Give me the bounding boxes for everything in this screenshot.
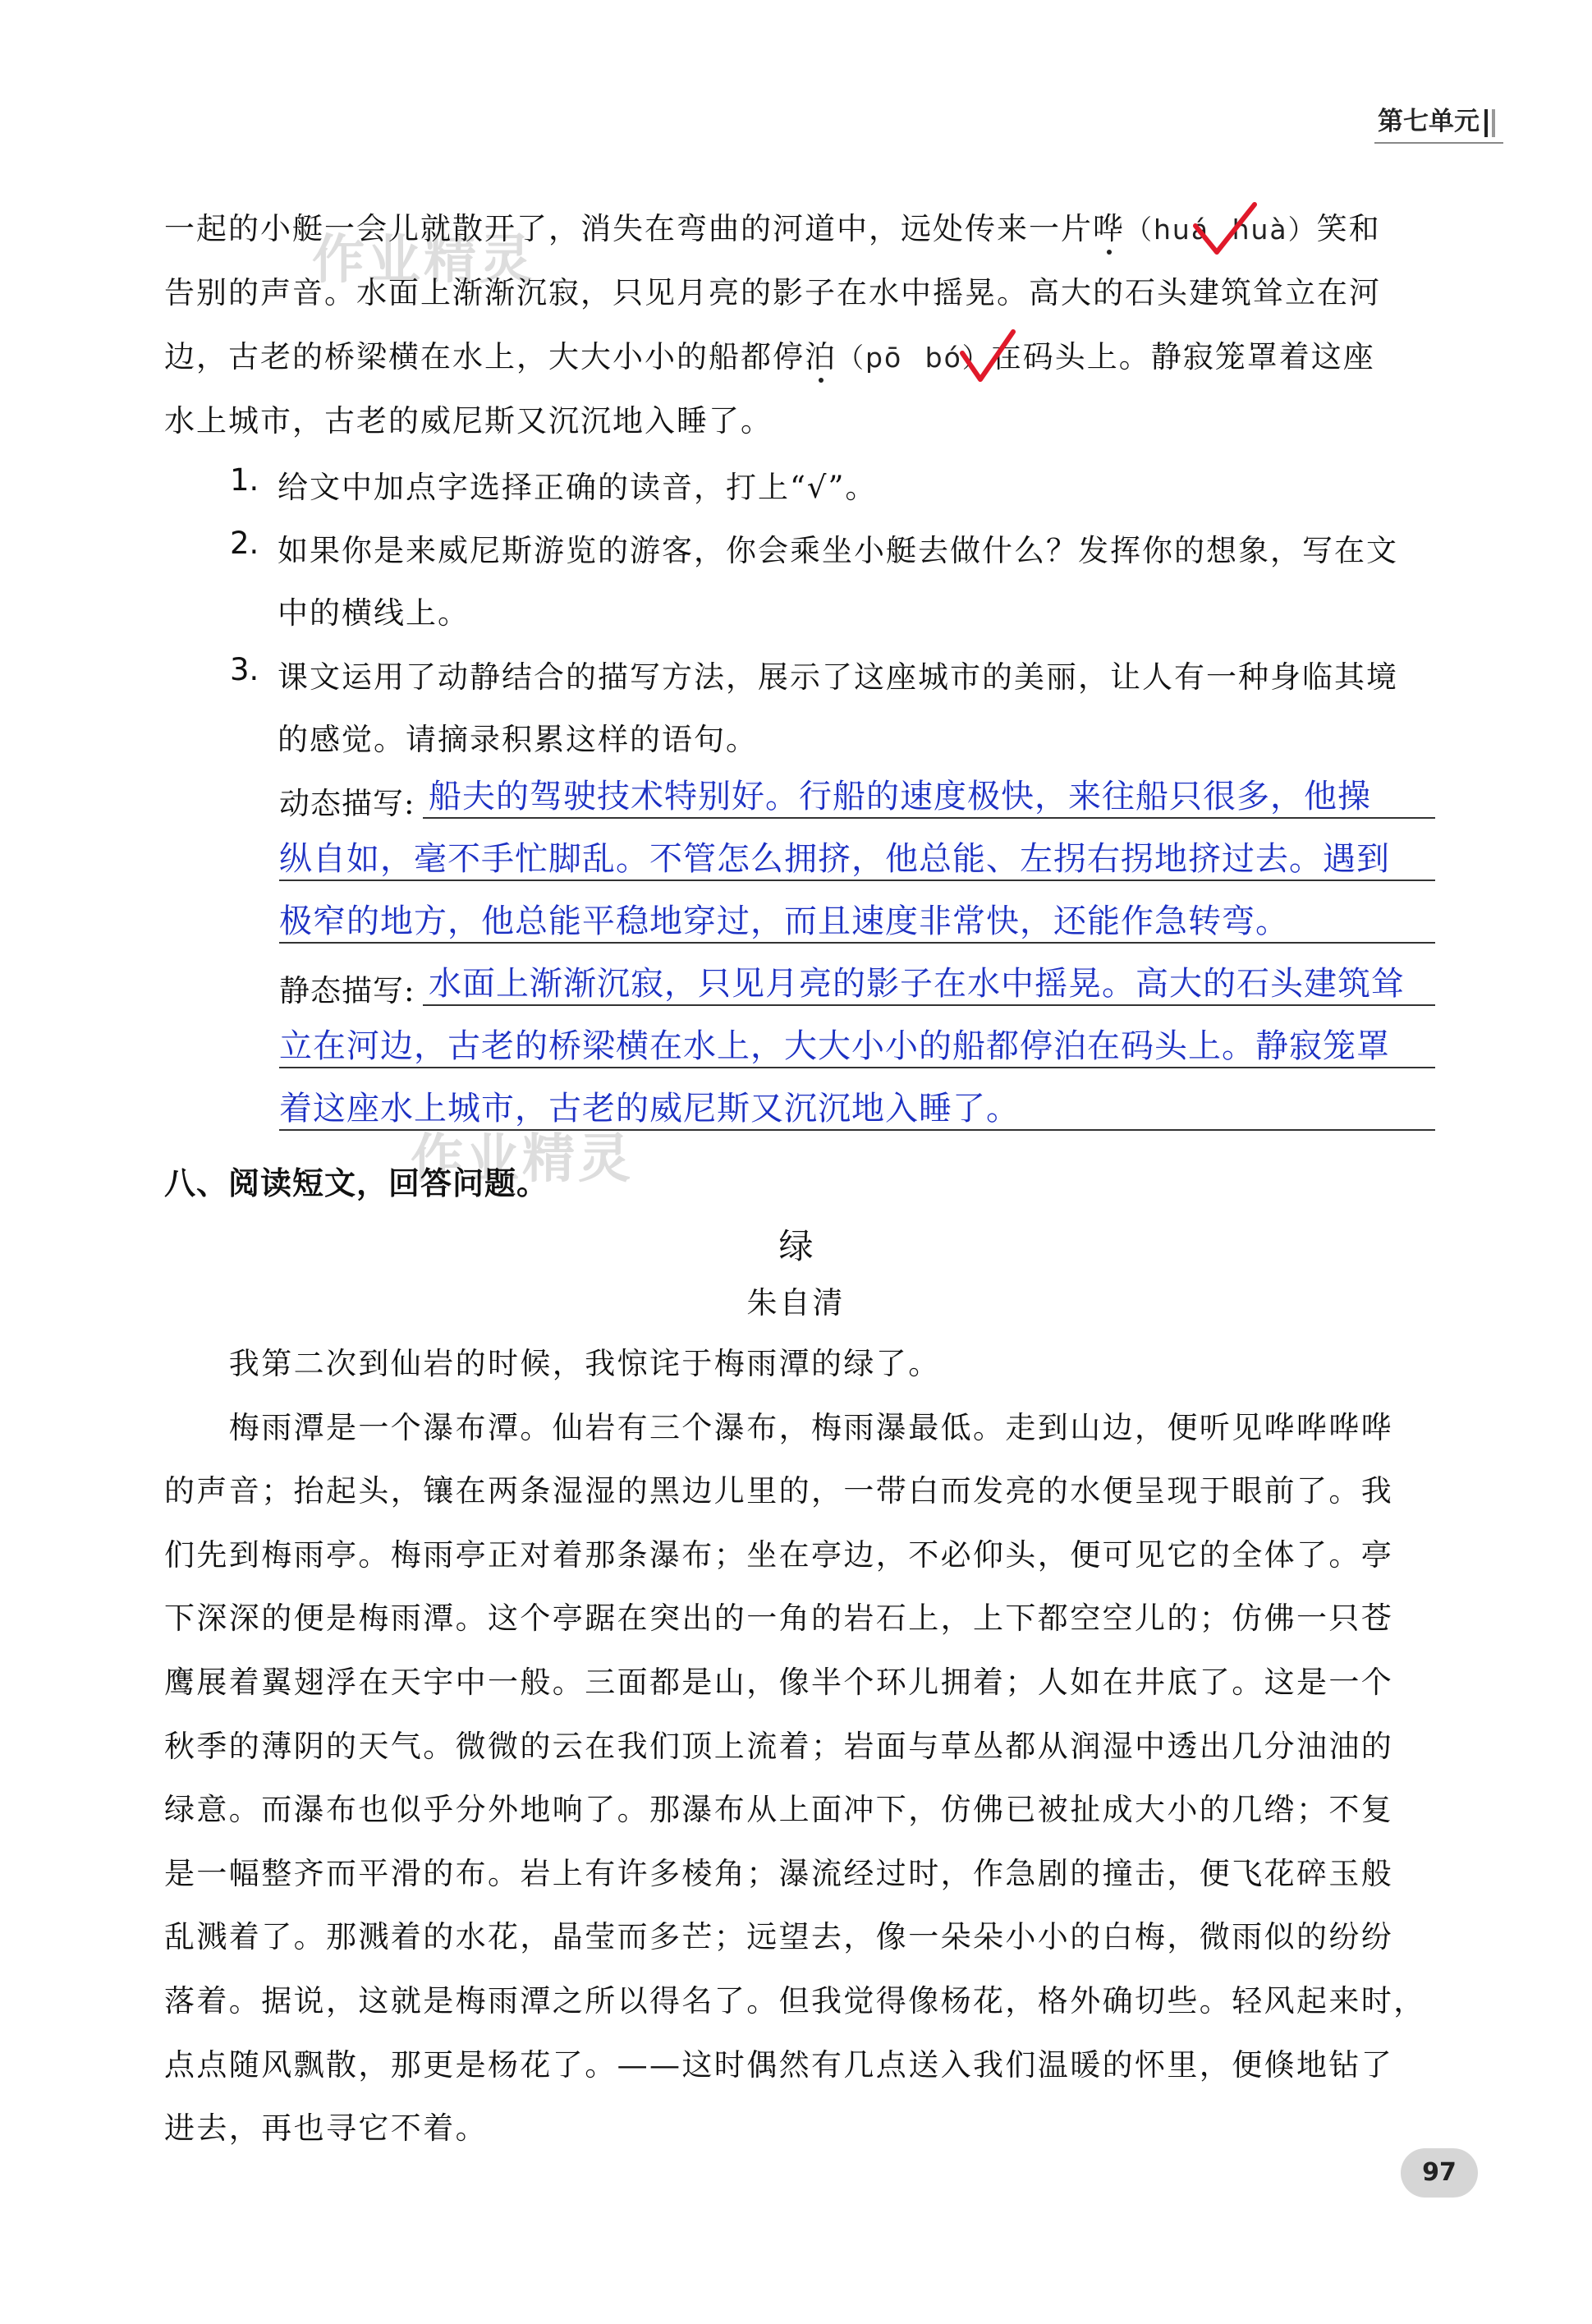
dynamic-label: 动态描写: [279,786,415,821]
answer-line: 水面上渐渐沉寂，只见月亮的影子在水中摇晃。高大的石头建筑耸 [429,965,1405,1003]
article-line: 们先到梅雨亭。梅雨亭正对着那条瀑布；坐在亭边，不必仰头，便可见它的全体了。亭 [164,1536,1394,1573]
answer-line: 着这座水上城市，古老的威尼斯又沉沉地入睡了。 [279,1090,1020,1128]
article-title: 绿 [778,1226,814,1266]
article-line: 我第二次到仙岩的时候，我惊诧于梅雨潭的绿了。 [164,1346,941,1381]
article-line: 点点随风飘散，那更是杨花了。——这时偶然有几点送入我们温暖的怀里，便倏地钻了 [164,2046,1394,2083]
answer-rule [423,817,1435,819]
pinyin-option: （huá [1125,214,1210,246]
dotted-char: 哗 [1093,211,1125,246]
passage-line-4: 水上城市，古老的威尼斯又沉沉地入睡了。 [164,403,773,439]
passage-line-2: 告别的声音。水面上渐渐沉寂，只见月亮的影子在水中摇晃。高大的石头建筑耸立在河 [164,275,1381,310]
article-line: 鹰展着翼翅浮在天宇中一般。三面都是山，像半个环儿拥着；人如在井底了。这是一个 [164,1665,1394,1700]
question-text: 课文运用了动静结合的描写方法，展示了这座城市的美丽，让人有一种身临其境 [278,659,1398,695]
question-text: 给文中加点字选择正确的读音，打上“√”。 [278,470,878,505]
unit-title: 第七单元 [1378,107,1480,136]
article-line: 下深深的便是梅雨潭。这个亭踞在突出的一角的岩石上，上下都空空儿的；仿佛一只苍 [164,1601,1394,1637]
watermark-logo: 作业精灵 [411,1129,634,1190]
question-number: 1. [230,462,259,498]
answer-rule [279,1067,1435,1068]
check-mark-icon [1192,201,1258,259]
question-text-cont: 中的横线上。 [278,595,470,631]
watermark-logo: 作业精灵 [312,230,535,291]
article-line: 秋季的薄阴的天气。微微的云在我们顶上流着；岩面与草丛都从润湿中透出几分油油的 [164,1728,1394,1764]
section-heading: 八、阅读短文，回答问题。 [164,1165,549,1201]
answer-rule [279,880,1435,881]
pinyin-option: huà） [1232,214,1317,246]
passage-line-3: 边，古老的桥梁横在水上，大大小小的船都停泊（pō bó）在码头上。静寂笼罩着这座 [164,339,1375,374]
article-line: 是一幅整齐而平滑的布。岩上有许多棱角；瀑流经过时，作急剧的撞击，便飞花碎玉般 [164,1855,1394,1891]
article-line: 进去，再也寻它不着。 [164,2110,488,2147]
passage-line-1: 一起的小艇一会儿就散开了，消失在弯曲的河道中，远处传来一片哗（huá huà）笑和 [164,211,1381,246]
unit-header [1374,95,1503,144]
article-author: 朱自清 [746,1285,846,1320]
article-line: 的声音；抬起头，镶在两条湿湿的黑边儿里的，一带白而发亮的水便呈现于眼前了。我 [164,1473,1394,1509]
answer-rule [279,942,1435,944]
article-line: 梅雨潭是一个瀑布潭。仙岩有三个瀑布，梅雨瀑最低。走到山边，便听见哗哗哗哗 [164,1409,1394,1445]
pinyin-option: （pō [837,342,903,374]
answer-rule [423,1004,1435,1006]
question-text-cont: 的感觉。请摘录积累这样的语句。 [278,722,758,757]
answer-rule [279,1129,1435,1131]
pinyin-option: bó） [924,342,991,374]
unit-bars-icon [1484,109,1495,137]
page-number: 97 [1401,2148,1478,2198]
answer-line: 船夫的驾驶技术特别好。行船的速度极快，来往船只很多，他操 [429,778,1371,815]
answer-line: 纵自如，毫不手忙脚乱。不管怎么拥挤，他总能、左拐右拐地挤过去。遇到 [279,840,1390,878]
question-number: 3. [230,652,259,687]
article-line: 乱溅着了。那溅着的水花，晶莹而多芒；远望去，像一朵朵小小的白梅，微雨似的纷纷 [164,1919,1394,1955]
answer-line: 立在河边，古老的桥梁横在水上，大大小小的船都停泊在码头上。静寂笼罩 [279,1027,1390,1065]
question-text: 如果你是来威尼斯游览的游客，你会乘坐小艇去做什么？发挥你的想象，写在文 [278,533,1398,568]
article-line: 落着。据说，这就是梅雨潭之所以得名了。但我觉得像杨花，格外确切些。轻风起来时， [164,1983,1426,2019]
question-number: 2. [230,526,259,561]
article-line: 绿意。而瀑布也似乎分外地响了。那瀑布从上面冲下，仿佛已被扯成大小的几绺；不复 [164,1792,1394,1828]
check-mark-icon [959,328,1016,386]
static-label: 静态描写: [279,973,415,1008]
answer-line: 极窄的地方，他总能平稳地穿过，而且速度非常快，还能作急转弯。 [279,903,1289,940]
dotted-char: 泊 [805,339,837,374]
